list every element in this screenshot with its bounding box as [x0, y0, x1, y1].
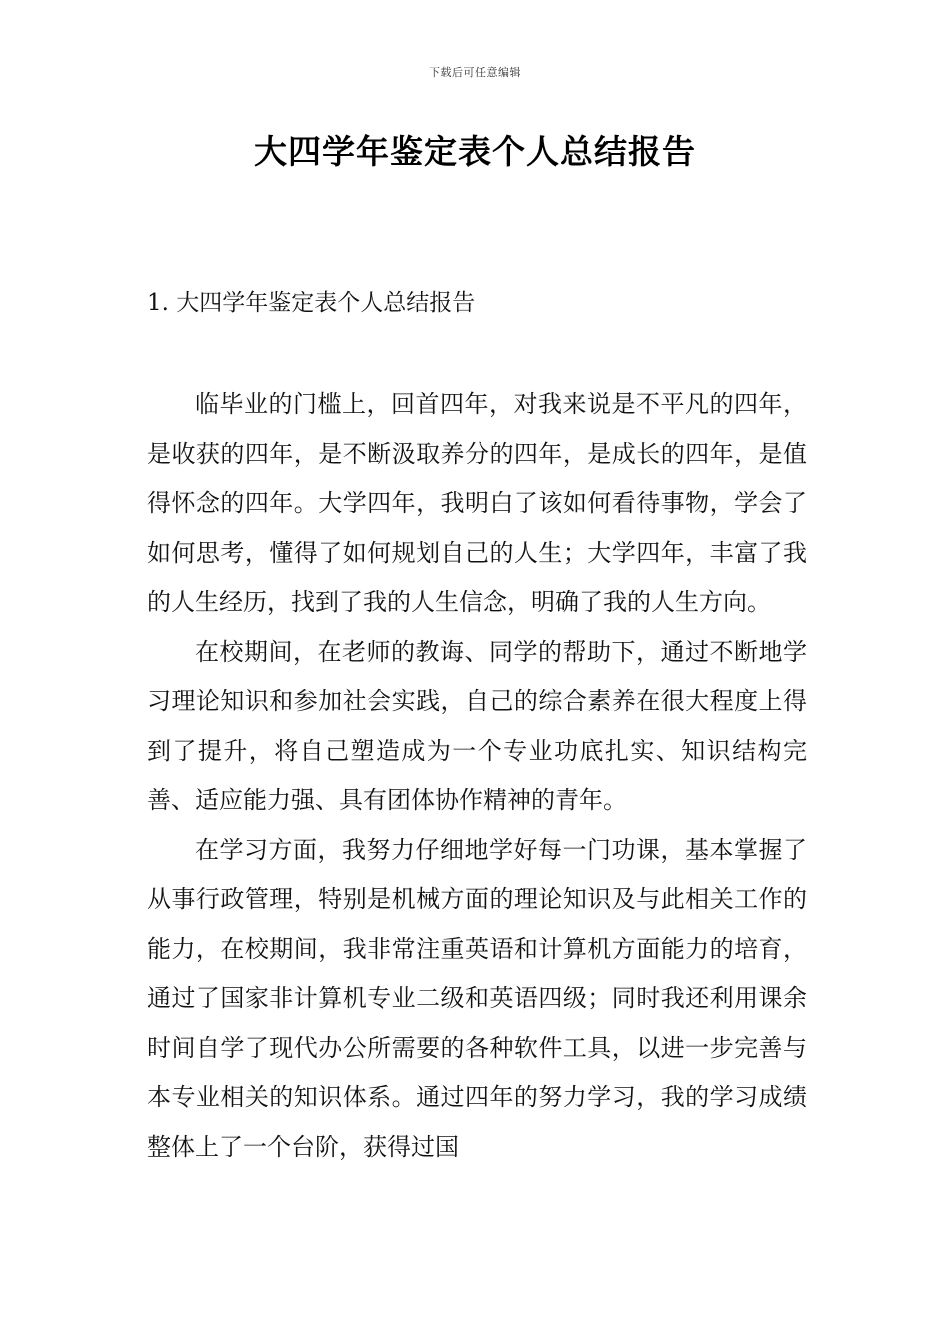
paragraph: 在学习方面，我努力仔细地学好每一门功课，基本掌握了从事行政管理，特别是机械方面的理论知识及与此相关工作的能力，在校期间，我非常注重英语和计算机方面能力的培育，通过了国家非计算机专业二级和英语四级；同时我还利用课余时间自学了现代办公所需要的各种软件工具，以进一步完善与本专业相关的知识体系。通过四年的努力学习，我的学习成绩整体上了一个台阶，获得过国 [147, 835, 807, 1161]
page-title: 大四学年鉴定表个人总结报告 [254, 132, 696, 171]
header-note: 下载后可任意编辑 [429, 66, 521, 79]
document-body [147, 380, 807, 1172]
section-heading: 1. 大四学年鉴定表个人总结报告 [147, 290, 476, 316]
paragraph: 在校期间，在老师的教诲、同学的帮助下，通过不断地学习理论知识和参加社会实践，自己的综合素养在很大程度上得到了提升，将自己塑造成为一个专业功底扎实、知识结构完善、适应能力强、具有团体协作精神的青年。 [147, 637, 807, 814]
paragraph: 临毕业的门槛上，回首四年，对我来说是不平凡的四年，是收获的四年，是不断汲取养分的四年，是成长的四年，是值得怀念的四年。大学四年，我明白了该如何看待事物，学会了如何思考，懂得了如何规划自己的人生；大学四年，丰富了我的人生经历，找到了我的人生信念，明确了我的人生方向。 [147, 390, 807, 616]
